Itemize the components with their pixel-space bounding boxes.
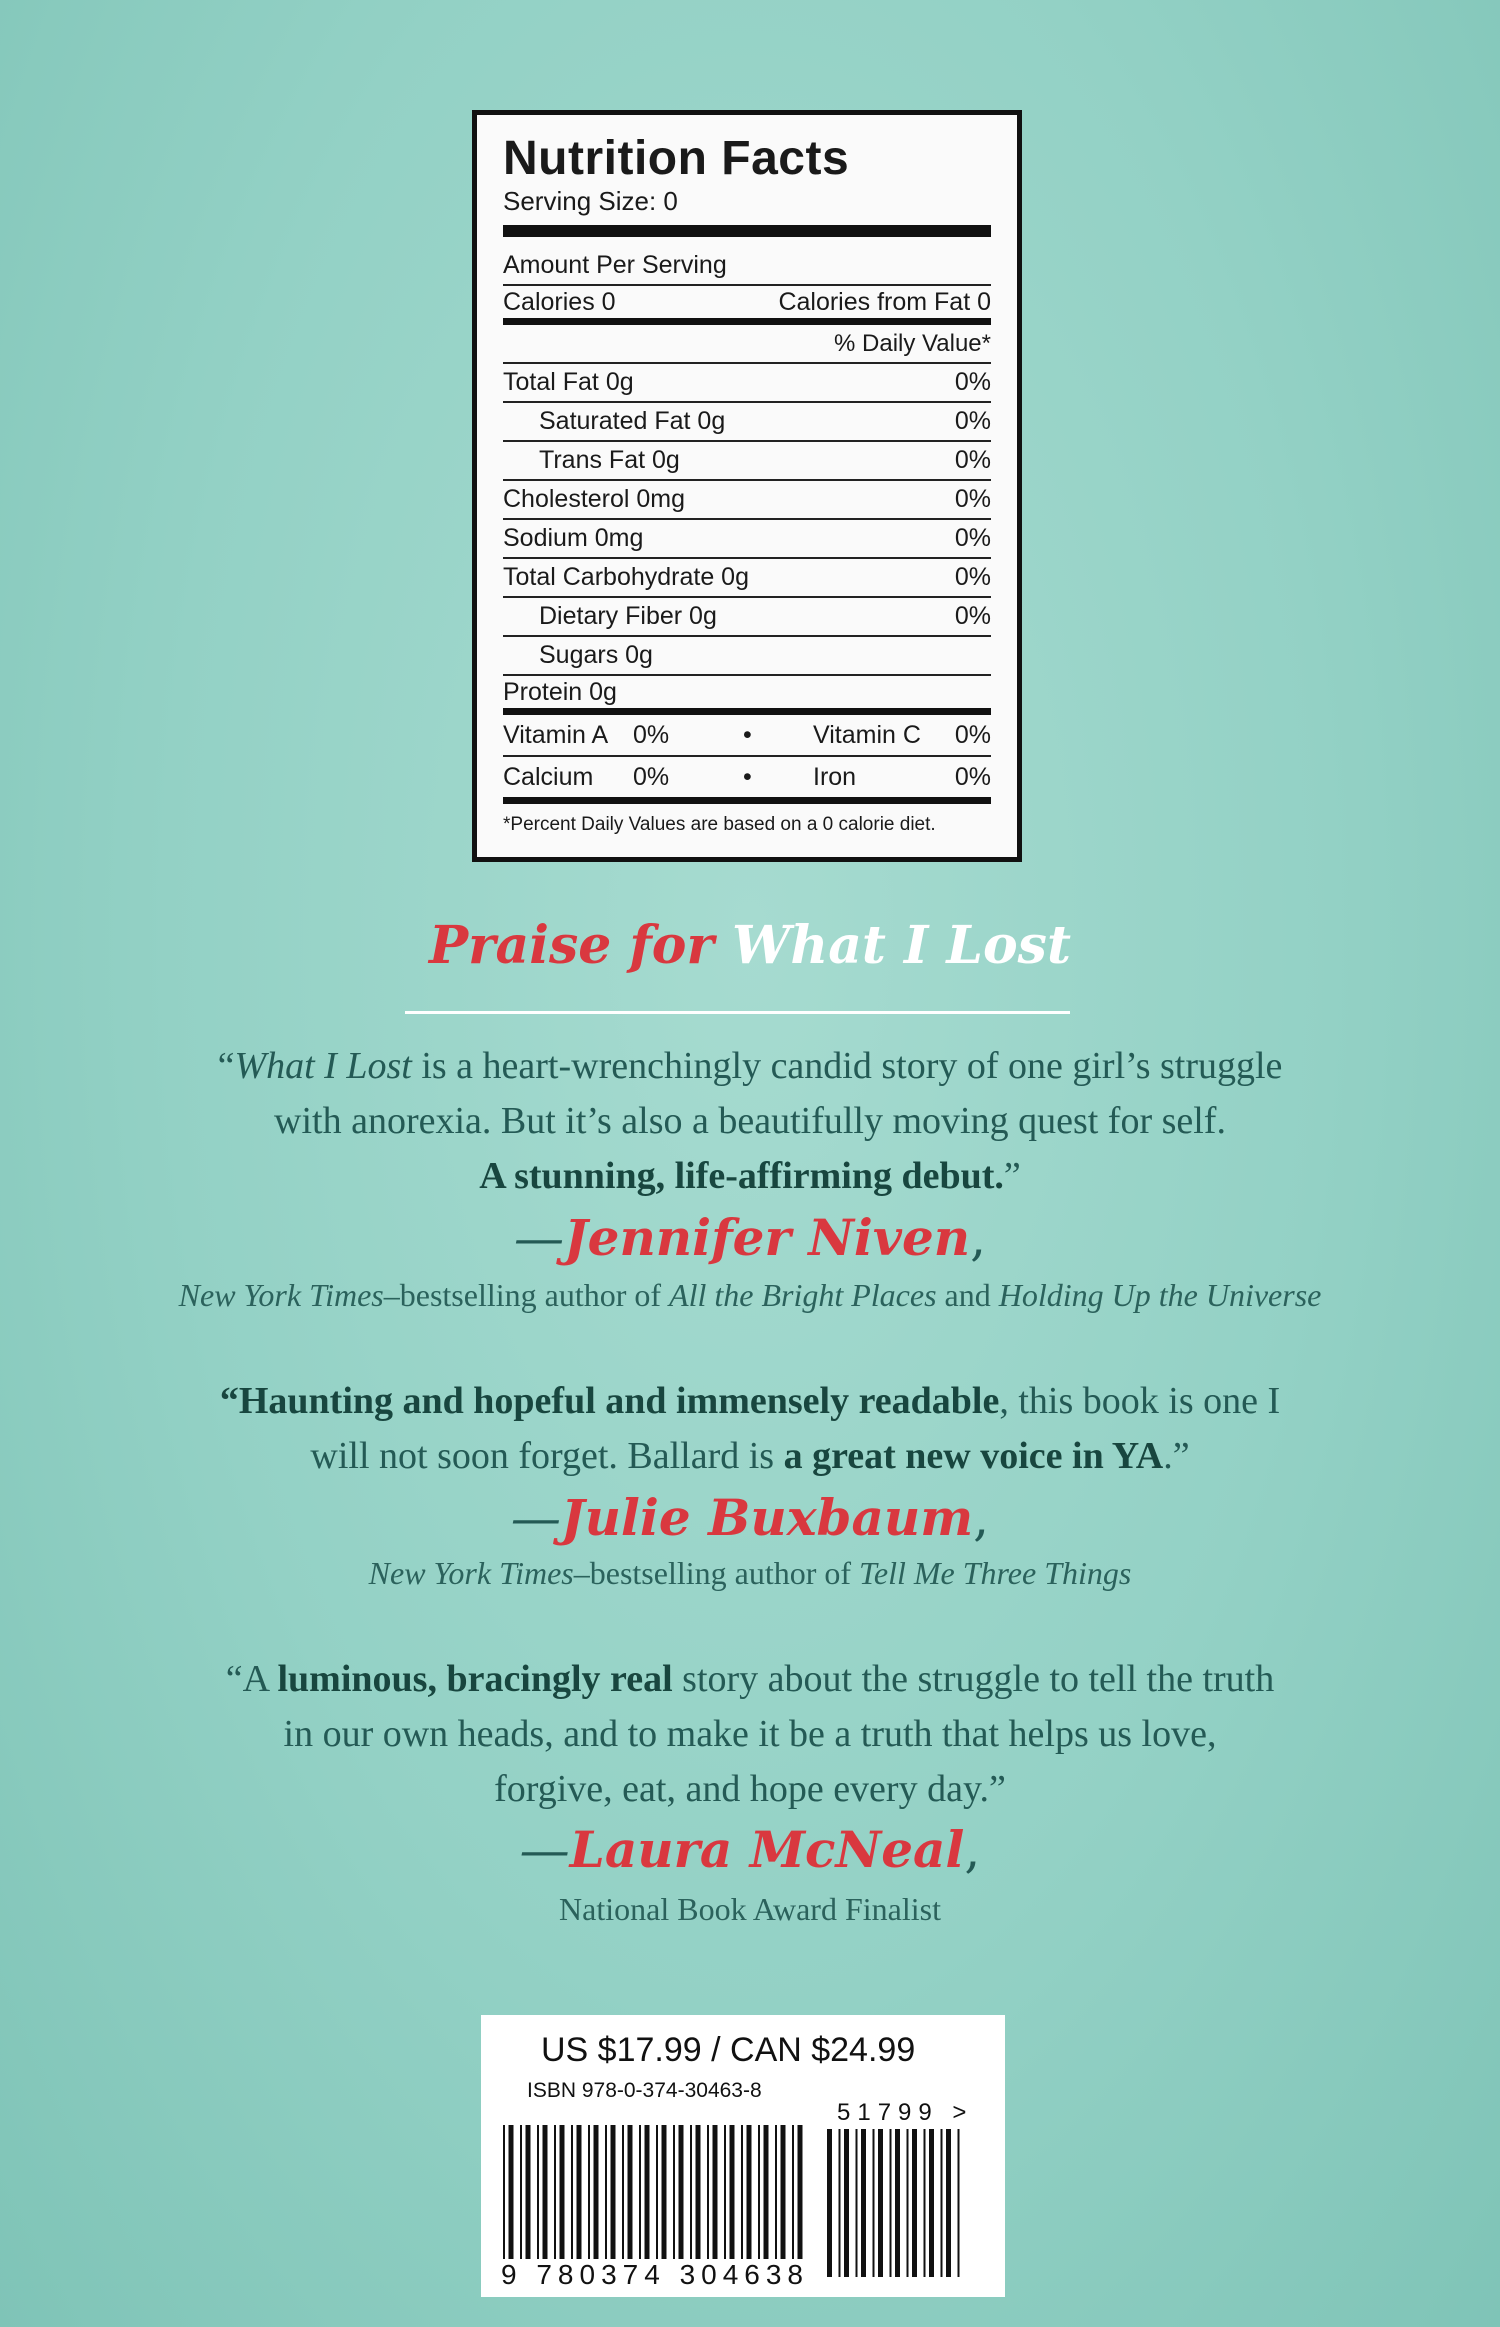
barcode-bar (861, 2129, 866, 2277)
barcode-bar (543, 2125, 548, 2277)
barcode-bar (707, 2125, 709, 2277)
nutrient-value: 0% (954, 563, 991, 591)
nutrition-footnote: *Percent Daily Values are based on a 0 calorie diet. (503, 814, 936, 835)
nutrient-value: 0% (954, 446, 991, 474)
barcode-bar (690, 2125, 692, 2277)
vitamin-value: 0% (633, 720, 670, 749)
nutrient-label: Cholesterol 0mg (503, 485, 686, 513)
barcode-bar (594, 2125, 599, 2277)
nutrient-label: Total Carbohydrate 0g (503, 563, 749, 591)
author-comma: , (964, 1821, 981, 1879)
barcode-bar (639, 2125, 641, 2277)
vitamin-label: Vitamin A (503, 720, 609, 749)
barcode-bar (611, 2125, 616, 2277)
barcode-bar (605, 2125, 607, 2277)
isbn-text: ISBN 978-0-374-30463-8 (527, 2079, 762, 2102)
barcode-bar (520, 2125, 522, 2277)
praise-divider (405, 1011, 1070, 1014)
nutrient-label: Sodium 0mg (503, 524, 644, 552)
quote-text: is a heart-wrenchingly candid story of one girl’s struggle (411, 1045, 1283, 1087)
author-comma: , (973, 1489, 990, 1547)
barcode-bar (781, 2125, 786, 2277)
barcode-bar (764, 2125, 769, 2277)
addon-number: 51799 > (837, 2099, 974, 2126)
credit-book: All the Bright Places (669, 1277, 937, 1313)
barcode-bar (924, 2129, 926, 2277)
nutrient-row (503, 598, 991, 637)
barcode-bar (798, 2125, 803, 2277)
nutrient-row (503, 676, 991, 715)
quote-text: “A (225, 1658, 278, 1700)
quote-text: story about the struggle to tell the truth (672, 1658, 1275, 1700)
barcode-bar (730, 2125, 735, 2277)
barcode-bar (741, 2125, 743, 2277)
barcode-bar (588, 2125, 590, 2277)
barcode-bar (844, 2129, 849, 2277)
thick-divider (503, 225, 991, 237)
barcode-bar (912, 2129, 917, 2277)
price-text: US $17.99 / CAN $24.99 (541, 2031, 916, 2069)
quote-text: will not soon forget. Ballard is (310, 1435, 784, 1477)
barcode-bar (503, 2125, 505, 2277)
barcode-bar (792, 2125, 794, 2277)
praise-heading-prefix: Praise for (429, 915, 714, 976)
barcode-bar (713, 2125, 718, 2277)
quote-line (120, 1374, 1380, 1429)
open-quote-mark: “ (217, 1045, 235, 1087)
vitamin-row (503, 757, 991, 804)
credit-text: –bestselling author of (383, 1277, 670, 1313)
quote-line: in our own heads, and to make it be a truth that helps us love, (283, 1713, 1217, 1755)
serving-size: Serving Size: 0 (503, 186, 678, 216)
daily-value-header-row (503, 325, 991, 364)
barcode-bar (958, 2129, 960, 2277)
nutrient-label: Saturated Fat 0g (539, 407, 726, 435)
nutrient-label: Protein 0g (503, 677, 617, 706)
quote-line (120, 1149, 1380, 1204)
nutrient-value: 0% (954, 602, 991, 630)
nutrient-value: 0% (954, 368, 991, 396)
barcode-bar (907, 2129, 909, 2277)
barcode-number: 9 780374 304638 (501, 2259, 809, 2290)
barcode-bar (775, 2125, 777, 2277)
vitamin-label: Iron (813, 762, 857, 791)
em-dash: — (513, 1209, 564, 1267)
nutrient-label: Sugars 0g (539, 641, 653, 669)
nutrient-row (503, 559, 991, 598)
nutrient-row (503, 403, 991, 442)
barcode-bar (673, 2125, 675, 2277)
barcode-bar (839, 2129, 841, 2277)
isbn-barcode (503, 2125, 803, 2277)
quote-line: forgive, eat, and hope every day.” (494, 1768, 1006, 1810)
praise-heading-title: What I Lost (731, 915, 1071, 976)
nutrient-label: Trans Fat 0g (539, 446, 680, 474)
barcode-bar (696, 2125, 701, 2277)
blurb-author (0, 1820, 1500, 1879)
vitamin-row (503, 715, 991, 757)
author-comma: , (970, 1209, 987, 1267)
daily-value-header: % Daily Value* (834, 329, 991, 357)
amount-per-serving-row (503, 247, 991, 286)
nutrient-label: Total Fat 0g (503, 368, 634, 396)
credit-book: Holding Up the Universe (998, 1277, 1322, 1313)
credit-text: –bestselling author of (573, 1555, 860, 1591)
barcode-bar (878, 2129, 883, 2277)
author-credit (0, 1277, 1500, 1314)
quote-line (120, 1429, 1380, 1484)
em-dash: — (510, 1489, 561, 1547)
vitamin-value: 0% (633, 762, 670, 791)
barcode-bar (747, 2125, 752, 2277)
barcode-bar (577, 2125, 582, 2277)
barcode-bar (946, 2129, 951, 2277)
barcode-bar (656, 2125, 658, 2277)
barcode-bar (645, 2125, 650, 2277)
credit-text: and (936, 1277, 999, 1313)
barcode-bar (554, 2125, 556, 2277)
praise-heading (0, 915, 1500, 976)
close-quote-mark: ” (1003, 1155, 1021, 1197)
calories-label: Calories 0 (503, 287, 616, 316)
barcode-bar (758, 2125, 760, 2277)
bullet-separator: • (743, 720, 752, 749)
nutrient-label: Dietary Fiber 0g (539, 602, 717, 630)
barcode-bar (929, 2129, 934, 2277)
bullet-separator: • (743, 762, 752, 791)
barcode-bar (560, 2125, 565, 2277)
blurb-quote (120, 1374, 1380, 1484)
vitamin-label: Vitamin C (813, 720, 921, 749)
nutrition-facts-panel (472, 110, 1022, 862)
blurb-author (0, 1488, 1500, 1547)
nutrition-title: Nutrition Facts (503, 132, 850, 185)
quote-emphasis: a great new voice in YA (783, 1435, 1164, 1477)
barcode-bar (662, 2125, 667, 2277)
credit-publication: New York Times (368, 1555, 574, 1591)
nutrient-value: 0% (954, 524, 991, 552)
quote-emphasis: luminous, bracingly real (277, 1658, 673, 1700)
author-credit: National Book Award Finalist (559, 1891, 941, 1927)
nutrient-row (503, 442, 991, 481)
barcode-bar (827, 2129, 832, 2277)
barcode-bar (537, 2125, 539, 2277)
blurb-quote (120, 1652, 1380, 1817)
price-addon-barcode (827, 2129, 960, 2277)
quote-text: , this book is one I (999, 1380, 1281, 1422)
book-title: What I Lost (234, 1045, 412, 1087)
quote-line (120, 1652, 1380, 1707)
nutrient-value: 0% (954, 485, 991, 513)
quote-emphasis: A stunning, life-affirming debut. (479, 1155, 1004, 1197)
price-barcode-box (481, 2015, 1005, 2297)
nutrient-row (503, 481, 991, 520)
barcode-bar (679, 2125, 684, 2277)
quote-emphasis: “Haunting and hopeful and immensely readable (219, 1380, 1000, 1422)
barcode-bar (509, 2125, 514, 2277)
nutrient-row (503, 637, 991, 676)
quote-line: with anorexia. But it’s also a beautifully moving quest for self. (274, 1100, 1226, 1142)
barcode-bar (628, 2125, 633, 2277)
barcode-bar (526, 2125, 531, 2277)
vitamin-value: 0% (954, 720, 991, 749)
credit-publication: New York Times (178, 1277, 384, 1313)
em-dash: — (519, 1821, 570, 1879)
nutrient-value: 0% (954, 407, 991, 435)
quote-text: .” (1163, 1435, 1190, 1477)
nutrient-row (503, 520, 991, 559)
calories-row (503, 286, 991, 325)
nutrient-row (503, 364, 991, 403)
barcode-bar (895, 2129, 900, 2277)
author-name: Laura McNeal (569, 1820, 965, 1879)
quote-line (120, 1039, 1380, 1094)
blurb-quote (120, 1039, 1380, 1204)
author-name: Jennifer Niven (563, 1208, 971, 1267)
blurb-author (0, 1208, 1500, 1267)
barcode-bar (856, 2129, 858, 2277)
calories-from-fat: Calories from Fat 0 (778, 287, 991, 316)
barcode-bar (890, 2129, 892, 2277)
vitamin-label: Calcium (503, 762, 594, 791)
barcode-bar (622, 2125, 624, 2277)
credit-book: Tell Me Three Things (859, 1555, 1132, 1591)
vitamin-value: 0% (954, 762, 991, 791)
barcode-bar (941, 2129, 943, 2277)
barcode-bar (571, 2125, 573, 2277)
amount-per-serving-label: Amount Per Serving (503, 251, 727, 279)
barcode-bar (724, 2125, 726, 2277)
author-credit (0, 1555, 1500, 1592)
barcode-bar (873, 2129, 875, 2277)
author-name: Julie Buxbaum (560, 1488, 974, 1547)
